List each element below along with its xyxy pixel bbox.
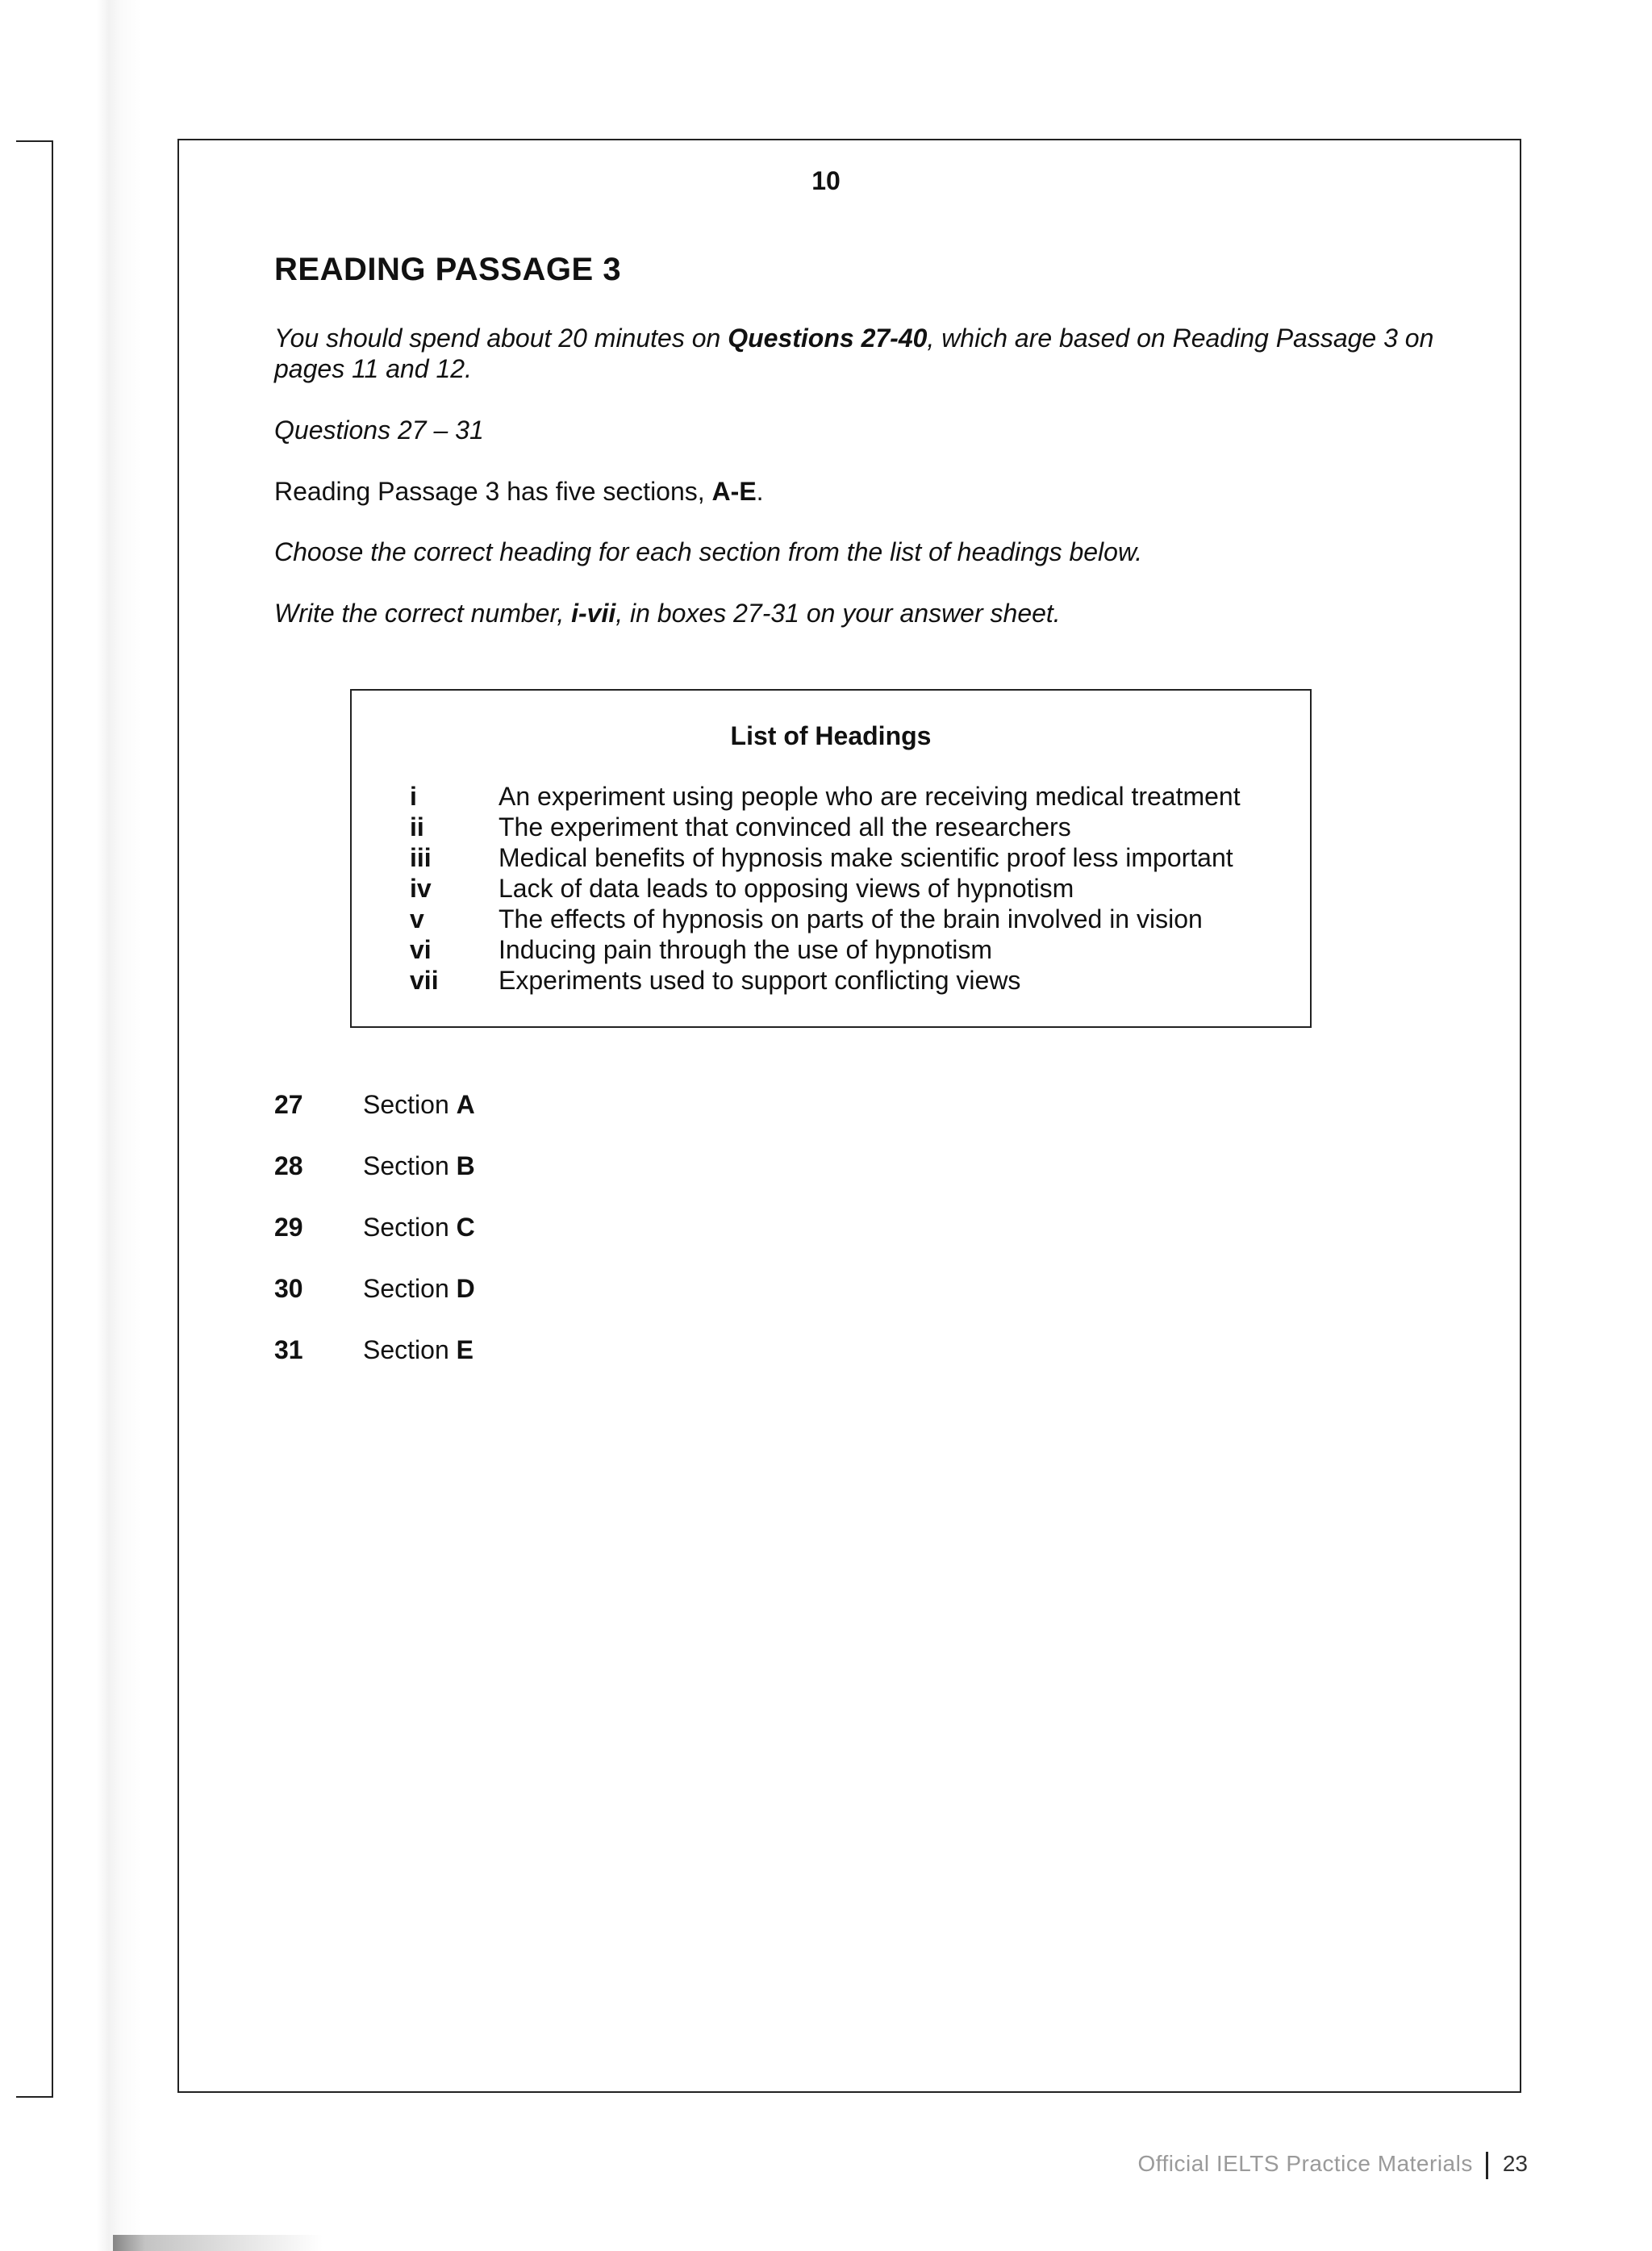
heading-item bbox=[352, 873, 1310, 904]
crop-mark-bottom bbox=[16, 2096, 53, 2098]
section-letter: B bbox=[456, 1151, 475, 1180]
footer-brand: Official IELTS Practice Materials bbox=[1137, 2151, 1473, 2176]
scan-smudge bbox=[113, 2235, 323, 2251]
questions-range: Questions 27 – 31 bbox=[274, 416, 484, 445]
heading-text: Inducing pain through the use of hypnotism bbox=[499, 935, 992, 964]
heading-text: Medical benefits of hypnosis make scientific proof less important bbox=[499, 843, 1233, 872]
section-letter: E bbox=[456, 1335, 473, 1364]
heading-item bbox=[352, 812, 1310, 842]
heading-numeral: i bbox=[410, 782, 417, 811]
question-number: 29 bbox=[274, 1213, 303, 1242]
time-instruction bbox=[274, 323, 1468, 384]
list-of-headings-box bbox=[350, 689, 1312, 1028]
question-label bbox=[363, 1334, 473, 1366]
page-footer bbox=[1137, 2148, 1528, 2180]
question-label bbox=[363, 1150, 475, 1182]
time-instruction-suffix: , which are based on Reading Passage 3 on pages 11 and 12. bbox=[274, 324, 1434, 383]
footer-page-number: 23 bbox=[1502, 2151, 1528, 2176]
section-word: Section bbox=[363, 1213, 457, 1242]
heading-numeral: iv bbox=[410, 874, 432, 903]
crop-mark-top bbox=[16, 140, 52, 142]
heading-item bbox=[352, 904, 1310, 934]
heading-numeral: vi bbox=[410, 935, 432, 964]
section-word: Section bbox=[363, 1151, 457, 1180]
question-number: 27 bbox=[274, 1090, 303, 1119]
time-instruction-prefix: You should spend about 20 minutes on bbox=[274, 324, 728, 353]
heading-numeral: ii bbox=[410, 812, 424, 842]
heading-item bbox=[352, 934, 1310, 965]
heading-numeral: vii bbox=[410, 966, 439, 995]
time-instruction-questions: Questions 27-40 bbox=[728, 324, 928, 353]
footer-separator bbox=[1486, 2152, 1488, 2179]
write-instruction-range: i-vii bbox=[571, 599, 616, 628]
heading-numeral: iii bbox=[410, 843, 432, 872]
choose-instruction: Choose the correct heading for each section from the list of headings below. bbox=[274, 537, 1143, 566]
question-label bbox=[363, 1272, 475, 1305]
passage-title: READING PASSAGE 3 bbox=[274, 252, 622, 287]
heading-text: Lack of data leads to opposing views of hypnotism bbox=[499, 874, 1074, 903]
write-instruction-suffix: , in boxes 27-31 on your answer sheet. bbox=[615, 599, 1061, 628]
sections-instruction-prefix: Reading Passage 3 has five sections, bbox=[274, 477, 712, 506]
page-gutter-shadow bbox=[0, 0, 145, 2251]
heading-numeral: v bbox=[410, 904, 424, 933]
sections-instruction bbox=[274, 476, 764, 507]
section-word: Section bbox=[363, 1090, 457, 1119]
write-instruction bbox=[274, 598, 1061, 629]
write-instruction-prefix: Write the correct number, bbox=[274, 599, 572, 628]
list-of-headings-title: List of Headings bbox=[730, 721, 932, 750]
sections-instruction-suffix: . bbox=[756, 477, 764, 506]
question-label bbox=[363, 1088, 475, 1121]
section-word: Section bbox=[363, 1335, 457, 1364]
question-number: 30 bbox=[274, 1274, 303, 1303]
sections-instruction-range: A-E bbox=[711, 477, 757, 506]
heading-item bbox=[352, 965, 1310, 996]
question-label bbox=[363, 1211, 475, 1243]
heading-text: The effects of hypnosis on parts of the brain involved in vision bbox=[499, 904, 1203, 933]
heading-item bbox=[352, 781, 1310, 812]
exam-page-number: 10 bbox=[811, 166, 841, 195]
section-letter: D bbox=[456, 1274, 475, 1303]
section-letter: A bbox=[456, 1090, 475, 1119]
heading-text: An experiment using people who are receiving medical treatment bbox=[499, 782, 1241, 811]
section-word: Section bbox=[363, 1274, 457, 1303]
heading-text: The experiment that convinced all the researchers bbox=[499, 812, 1071, 842]
question-number: 31 bbox=[274, 1335, 303, 1364]
crop-mark-vertical bbox=[52, 140, 53, 2098]
heading-text: Experiments used to support conflicting views bbox=[499, 966, 1021, 995]
section-letter: C bbox=[456, 1213, 475, 1242]
question-number: 28 bbox=[274, 1151, 303, 1180]
heading-item bbox=[352, 842, 1310, 873]
